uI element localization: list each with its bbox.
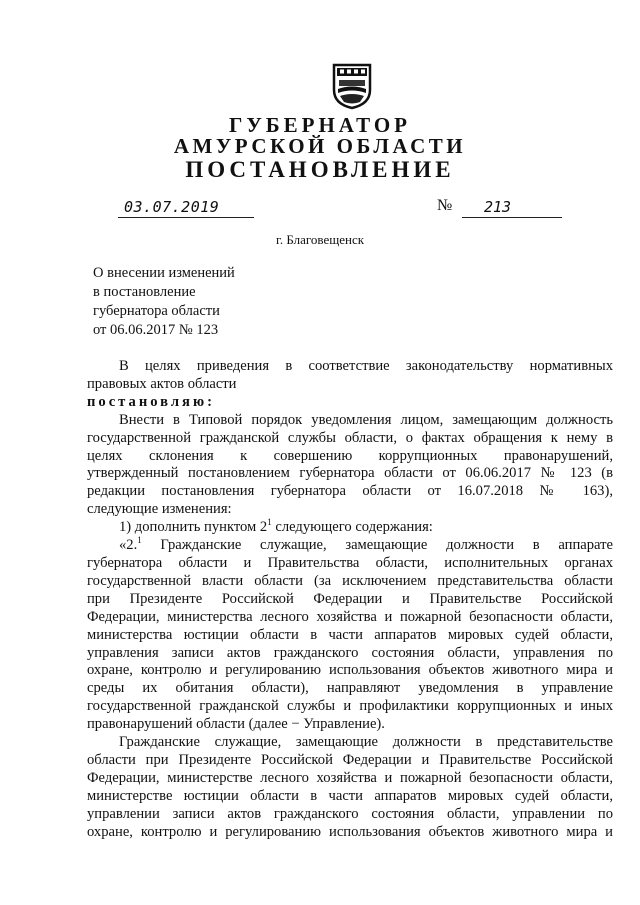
- quote-line: при Президенте Российской Федерации и Правительстве Российской: [87, 590, 613, 607]
- paragraph-line: следующие изменения:: [87, 501, 232, 518]
- paragraph-2-line: министерстве юстиции области в части аппаратов мировых судей области,: [87, 787, 613, 804]
- item-1-superscript: 1: [267, 517, 272, 528]
- city-name: г. Благовещенск: [275, 232, 365, 247]
- subject-line: в постановление: [93, 284, 196, 300]
- header-region: АМУРСКОЙ ОБЛАСТИ: [173, 134, 467, 158]
- number-value: 213: [484, 198, 512, 216]
- quote-line: министерства юстиции области в части аппаратов мировых судей области,: [87, 626, 613, 643]
- decree-word: постановляю:: [87, 393, 215, 410]
- paragraph-2-line: управлении записи актов гражданского состояния области, управлении по: [87, 805, 613, 822]
- quote-line: государственной гражданской службы и профилактики коррупционных и иных: [87, 698, 613, 715]
- document-date: [118, 199, 254, 218]
- quote-open: «2.: [119, 537, 138, 554]
- document-body: [87, 358, 613, 841]
- paragraph-line: целях склонения к совершению коррупционных правонарушений,: [87, 447, 613, 464]
- quote-line: губернатора области и Правительства области, исполнительных органах: [87, 554, 613, 571]
- preamble-line: В целях приведения в соответствие законодательству нормативных: [119, 358, 613, 374]
- number-sign: №: [437, 197, 453, 214]
- quote-line: охране, контролю и регулированию использования объектов животного мира и: [87, 662, 613, 679]
- quote-first-text: Гражданские служащие, замещающие должности в аппарате: [141, 537, 613, 554]
- item-1-text: 1) дополнить пунктом 2: [119, 519, 268, 536]
- document-subject: [93, 264, 235, 340]
- document-number: [462, 199, 562, 218]
- paragraph-2-line: охране, контролю и регулированию использования объектов животного мира и: [87, 823, 613, 840]
- paragraph-2-line: области при Президенте Российской Федерации и Правительстве Российской: [87, 751, 613, 768]
- quote-superscript: 1: [137, 535, 142, 546]
- paragraph-line: утвержденный постановлением губернатора области от 06.06.2017 № 123 (в: [87, 465, 613, 482]
- item-1-text-end: следующего содержания:: [271, 519, 433, 536]
- paragraph-line: редакции постановления губернатора области от 16.07.2018 № 163),: [87, 483, 613, 500]
- quote-first-line: [87, 537, 613, 555]
- date-value: 03.07.2019: [124, 198, 220, 216]
- preamble-line: правовых актов области: [87, 375, 237, 392]
- quote-line: управления записи актов гражданского состояния области, управления по: [87, 644, 613, 661]
- paragraph-line: Внести в Типовой порядок уведомления лицом, замещающим должность: [119, 411, 613, 428]
- paragraph-line: государственной гражданской службы области, о фактах обращения к нему в: [87, 429, 613, 446]
- quote-line: государственной власти области (за исключением представительства области: [87, 572, 613, 589]
- paragraph-2-line: Гражданские служащие, замещающие должности в представительстве: [119, 734, 613, 751]
- quote-line: Федерации, министерства лесного хозяйства и пожарной безопасности области,: [87, 608, 613, 625]
- header-governor: ГУБЕРНАТОР: [228, 113, 412, 137]
- subject-line: от 06.06.2017 № 123: [93, 322, 219, 338]
- subject-line: губернатора области: [93, 303, 220, 319]
- item-1-line: [87, 519, 613, 537]
- header-document-type: ПОСТАНОВЛЕНИЕ: [185, 157, 455, 182]
- coat-of-arms-emblem: [330, 62, 374, 110]
- quote-line: правонарушений области (далее − Управление).: [87, 716, 385, 733]
- quote-line: среды их обитания области), направляют уведомления в управление: [87, 680, 613, 697]
- paragraph-2-line: Федерации, министерстве лесного хозяйства и пожарной безопасности области,: [87, 769, 613, 786]
- subject-line: О внесении изменений: [93, 265, 235, 281]
